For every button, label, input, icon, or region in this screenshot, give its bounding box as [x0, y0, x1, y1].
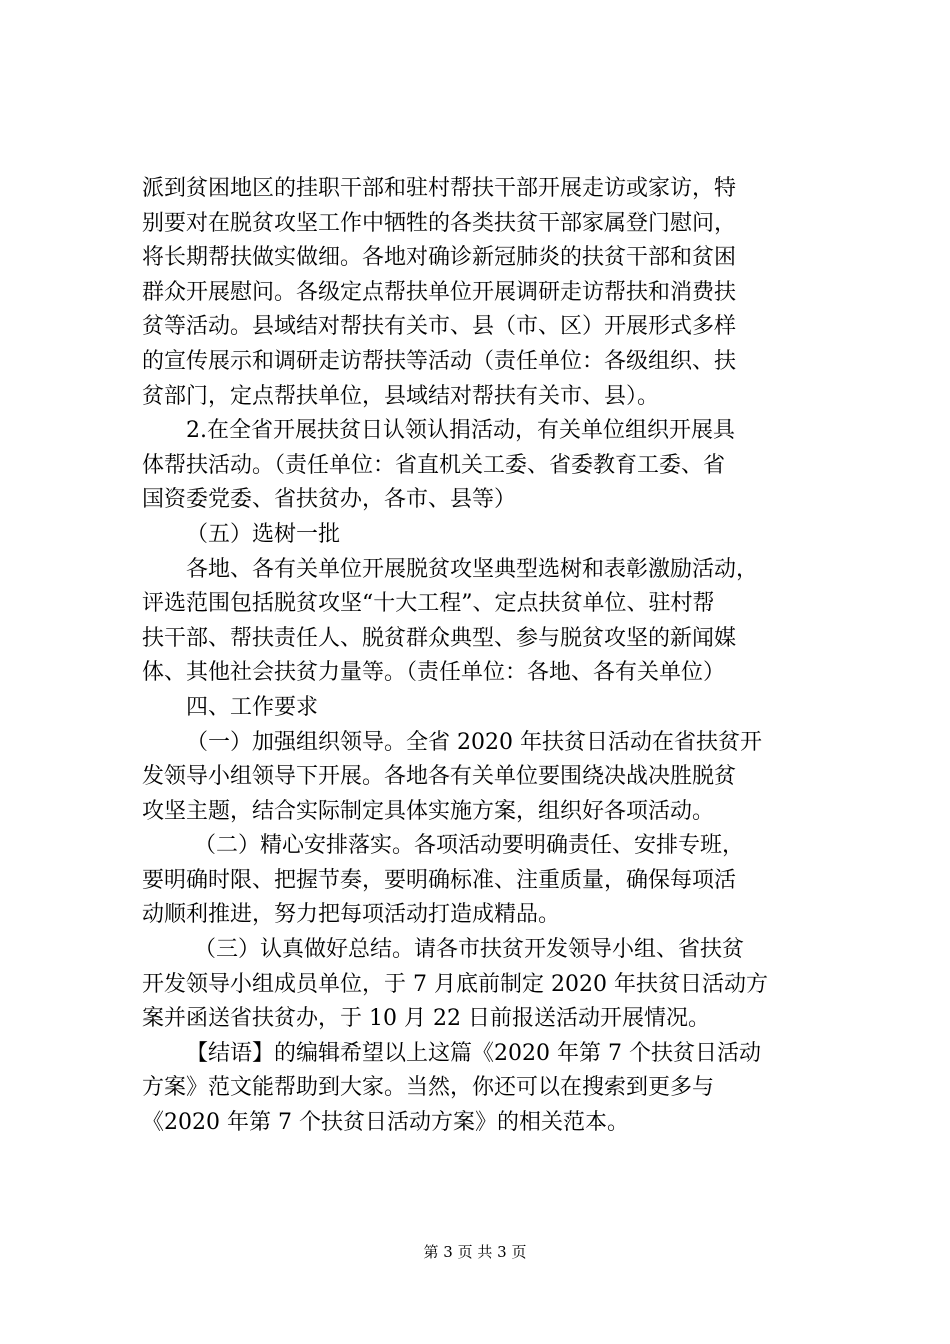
text-line: 四、工作要求	[186, 694, 319, 720]
text-line: （三）认真做好总结。请各市扶贫开发领导小组、省扶贫	[194, 937, 745, 963]
text-line: 开发领导小组成员单位，于 7 月底前制定 2020 年扶贫日活动方	[142, 971, 768, 997]
text-line: 体、其他社会扶贫力量等。（责任单位：各地、各有关单位）	[142, 660, 726, 686]
page-footer	[0, 1242, 950, 1262]
text-line: 贫部门，定点帮扶单位，县域结对帮扶有关市、县）。	[142, 383, 660, 409]
text-line: （一）加强组织领导。全省 2020 年扶贫日活动在省扶贫开	[186, 729, 762, 755]
text-line: 贫等活动。县域结对帮扶有关市、县（市、区）开展形式多样	[142, 314, 737, 340]
text-line: 别要对在脱贫攻坚工作中牺牲的各类扶贫干部家属登门慰问，	[142, 210, 737, 236]
text-line: 《2020 年第 7 个扶贫日活动方案》的相关范本。	[142, 1110, 629, 1136]
text-line: （五）选树一批	[186, 521, 341, 547]
text-line: 发领导小组领导下开展。各地各有关单位要围绕决战决胜脱贫	[142, 764, 737, 790]
text-line: 各地、各有关单位开展脱贫攻坚典型选树和表彰激励活动，	[186, 556, 759, 582]
text-line: 体帮扶活动。（责任单位：省直机关工委、省委教育工委、省	[142, 452, 726, 478]
text-line: 方案》范文能帮助到大家。当然，你还可以在搜索到更多与	[142, 1075, 715, 1101]
text-line: 评选范围包括脱贫攻坚“十大工程”、定点扶贫单位、驻村帮	[142, 591, 715, 617]
text-line: 动顺利推进，努力把每项活动打造成精品。	[142, 902, 561, 928]
text-line: 案并函送省扶贫办，于 10 月 22 日前报送活动开展情况。	[142, 1006, 710, 1032]
text-line: 群众开展慰问。各级定点帮扶单位开展调研走访帮扶和消费扶	[142, 279, 737, 305]
text-line: 【结语】的编辑希望以上这篇《2020 年第 7 个扶贫日活动	[186, 1040, 761, 1066]
text-line: 的宣传展示和调研走访帮扶等活动（责任单位：各级组织、扶	[142, 348, 737, 374]
text-line: （二）精心安排落实。各项活动要明确责任、安排专班，	[194, 833, 745, 859]
text-line: 派到贫困地区的挂职干部和驻村帮扶干部开展走访或家访，特	[142, 176, 737, 201]
document-body	[142, 172, 832, 1141]
text-line: 将长期帮扶做实做细。各地对确诊新冠肺炎的扶贫干部和贫困	[142, 245, 737, 271]
text-line: 要明确时限、把握节奏，要明确标准、注重质量，确保每项活	[142, 867, 737, 893]
text-line: 2.在全省开展扶贫日认领认捐活动，有关单位组织开展具	[186, 418, 735, 444]
page-number-label: 第 3 页 共 3 页	[423, 1243, 527, 1261]
text-line: 扶干部、帮扶责任人、脱贫群众典型、参与脱贫攻坚的新闻媒	[142, 625, 737, 651]
text-line: 攻坚主题，结合实际制定具体实施方案，组织好各项活动。	[142, 798, 715, 824]
text-line: 国资委党委、省扶贫办，各市、县等）	[142, 487, 517, 513]
